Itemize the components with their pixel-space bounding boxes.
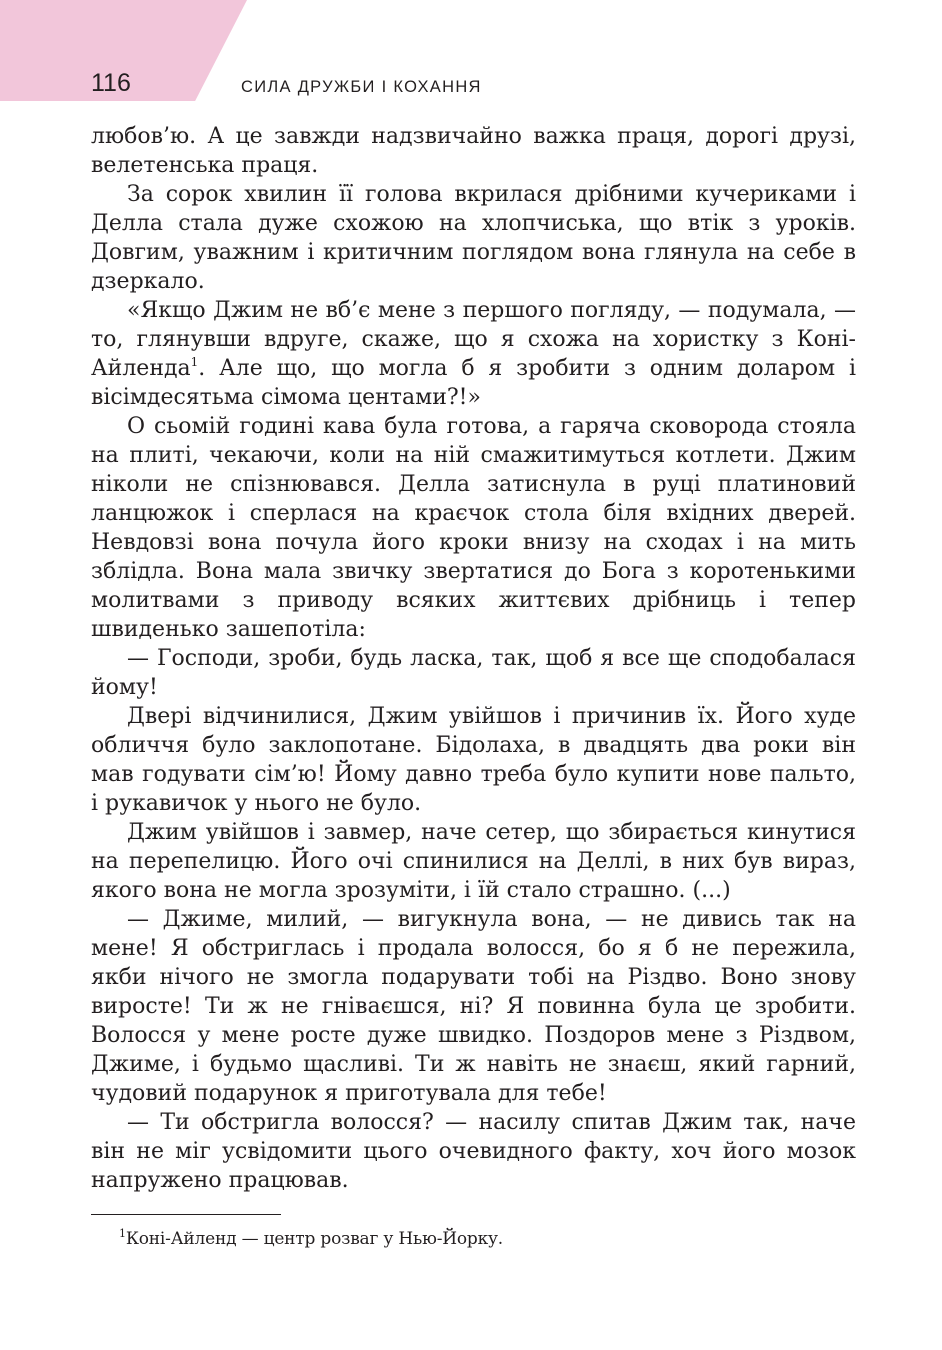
footnote-divider — [91, 1214, 281, 1215]
footnote-mark: 1 — [119, 1227, 126, 1240]
paragraph: — Ти обстригла волосся? — насилу спитав Джим так, наче він не міг усвідомити цього очевидного факту, хоч його мозок напружено працював. — [91, 1110, 856, 1193]
paragraph: Двері відчинилися, Джим увійшов і причинив їх. Його худе обличчя було заклопотане. Бідолаха, в двадцять два роки він мав годувати сім’ю! Йому давно треба було купити нове пальто, і рукавичок у нього не було. — [91, 704, 856, 816]
paragraph-text: «Якщо Джим не вб’є мене з першого погляду, — подумала, — то, глянувши вдруге, скаже, що я схожа на хористку з Коні-Айленда — [91, 298, 856, 381]
paragraph: — Господи, зроби, будь ласка, так, щоб я все ще сподобалася йому! — [91, 646, 856, 700]
footnote-reference: 1 — [190, 355, 199, 369]
paragraph-with-footnote — [91, 296, 856, 412]
footnote — [119, 1228, 503, 1250]
main-text — [91, 122, 856, 1195]
paragraph: — Джиме, милий, — вигукнула вона, — не дивись так на мене! Я обстриглась і продала волосся, бо я б не пережила, якби нічого не змогла подарувати тобі на Різдво. Воно знову виросте! Ти ж не гніваєшся, ні? Я повинна була це зробити. Волосся у мене росте дуже швидко. Поздоров мене з Різдвом, Джиме, і будьмо щасливі. Ти ж навіть не знаєш, який гарний, чудовий подарунок я приготувала для тебе! — [91, 907, 856, 1106]
paragraph: О сьомій годині кава була готова, а гаряча сковорода стояла на плиті, чекаючи, коли на ній смажитимуться котлети. Джим ніколи не спізнювався. Делла затиснула в руці платиновий ланцюжок і сперлася на краєчок стола біля вхідних дверей. Невдовзі вона почула його кроки внизу на сходах і на мить зблідла. Вона мала звичку звертатися до Бога з коротенькими молитвами з приводу всяких життєвих дрібниць і тепер швиденько зашепотіла: — [91, 414, 856, 642]
page-number: 116 — [91, 69, 131, 97]
paragraph: Джим увійшов і завмер, наче сетер, що збирається кинутися на перепелицю. Його очі спинилися на Деллі, в них був вираз, якого вона не могла зрозуміти, і їй стало страшно. (...) — [91, 820, 856, 903]
footnote-text: Коні-Айленд — центр розваг у Нью-Йорку. — [125, 1229, 504, 1249]
paragraph: За сорок хвилин її голова вкрилася дрібними кучериками і Делла стала дуже схожою на хлопчиська, що втік з уроків. Довгим, уважним і критичним поглядом вона глянула на себе в дзеркало. — [91, 182, 856, 294]
paragraph: любов’ю. А це завжди надзвичайно важка праця, дорогі друзі, велетенська праця. — [91, 124, 856, 178]
paragraph-text: . Але що, що могла б я зробити з одним доларом і вісімдесятьма сімома центами?!» — [91, 356, 856, 410]
running-title: СИЛА ДРУЖБИ І КОХАННЯ — [241, 78, 482, 96]
